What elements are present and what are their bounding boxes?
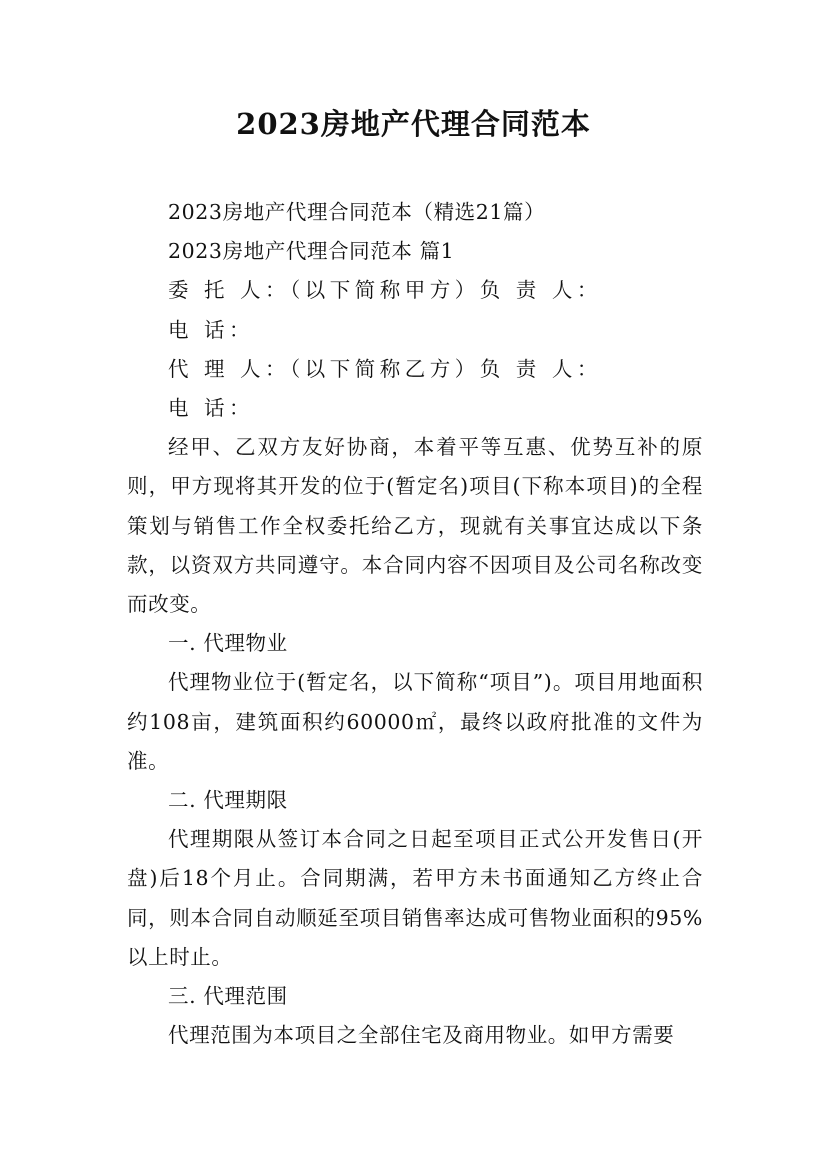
paragraph-preamble: 经甲、乙双方友好协商，本着平等互惠、优势互补的原则，甲方现将其开发的位于(暂定名)项目(下称本项目)的全程策划与销售工作全权委托给乙方，现就有关事宜达成以下条款，以资双方共同遵守。本合同内容不因项目及公司名称改变而改变。: [127, 435, 703, 617]
paragraph-principal-phone: 电 话：: [168, 317, 255, 342]
document-body: [127, 193, 703, 1055]
paragraph-property: 代理物业位于(暂定名，以下简称“项目”)。项目用地面积约108亩，建筑面积约60000㎡，最终以政府批准的文件为准。: [127, 670, 703, 773]
paragraph-subtitle: 2023房地产代理合同范本（精选21篇）: [168, 200, 546, 224]
heading-term: 二. 代理期限: [168, 788, 288, 813]
paragraph-principal: 委 托 人：（以下简称甲方）负 责 人：: [168, 278, 602, 303]
paragraph-section-heading: 2023房地产代理合同范本 篇1: [168, 239, 455, 264]
heading-scope: 三. 代理范围: [168, 984, 288, 1009]
paragraph-agent: 代 理 人：（以下简称乙方）负 责 人：: [168, 356, 602, 381]
paragraph-agent-phone: 电 话：: [168, 396, 255, 421]
paragraph-term: 代理期限从签订本合同之日起至项目正式公开发售日(开盘)后18个月止。合同期满，若甲方未书面通知乙方终止合同，则本合同自动顺延至项目销售率达成可售物业面积的95%以上时止。: [127, 827, 703, 969]
heading-property: 一. 代理物业: [168, 631, 288, 656]
document-title: 2023房地产代理合同范本: [236, 107, 591, 141]
paragraph-scope: 代理范围为本项目之全部住宅及商用物业。如甲方需要: [168, 1023, 675, 1048]
